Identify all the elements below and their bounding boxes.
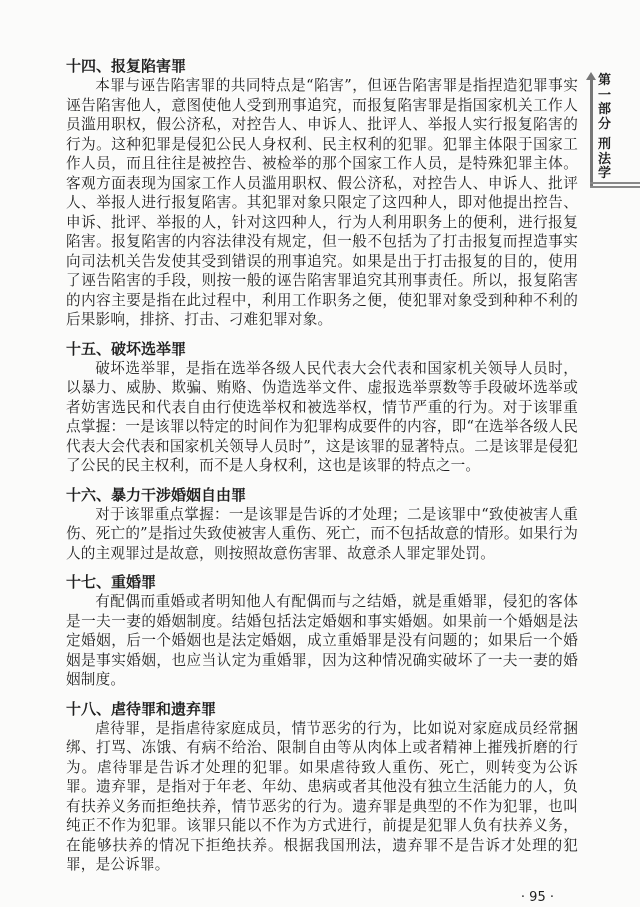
page-content — [66, 56, 578, 907]
section-body: 虐待罪，是指虐待家庭成员，情节恶劣的行为，比如说对家庭成员经常捆绑、打骂、冻饿、有病不给治、限制自由等从肉体上或者精神上摧残折磨的行为。虐待罪是告诉才处理的犯罪。如果虐待致人重伤、死亡，则转变为公诉罪。遗弃罪，是指对于年老、年幼、患病或者其他没有独立生活能力的人，负有扶养义务而拒绝扶养，情节恶劣的行为。遗弃罪是典型的不作为犯罪，也叫纯正不作为犯罪。该罪只能以不作为方式进行，前提是犯罪人负有扶养义务，在能够扶养的情况下拒绝扶养。根据我国刑法，遗弃罪不是告诉才处理的犯罪，是公诉罪。 — [66, 719, 578, 873]
section-bigamy — [66, 572, 578, 690]
section-body: 对于该罪重点掌握：一是该罪是告诉的才处理；二是该罪中“致使被害人重伤、死亡的”是指过失致使被害人重伤、死亡，而不包括故意的情形。如果行为人的主观罪过是故意，则按照故意伤害罪、故意杀人罪定罪处罚。 — [66, 505, 578, 562]
chapter-side-tab — [588, 72, 640, 194]
divider — [590, 182, 640, 184]
section-heading: 十八、虐待罪和遗弃罪 — [66, 699, 217, 718]
section-heading: 十四、报复陷害罪 — [66, 57, 187, 75]
section-body: 有配偶而重婚或者明知他人有配偶而与之结婚，就是重婚罪，侵犯的客体是一夫一妻的婚姻制度。结婚包括法定婚姻和事实婚姻。如果前一个婚姻是法定婚姻，后一个婚姻也是法定婚姻，成立重婚罪是没有问题的；如果后一个婚姻是事实婚姻，也应当认定为重婚罪，因为这种情况确实破坏了一夫一妻的婚姻制度。 — [66, 593, 578, 688]
section-body: 本罪与诬告陷害罪的共同特点是“陷害”，但诬告陷害罪是指捏造犯罪事实诬告陷害他人，意图使他人受到刑事追究，而报复陷害罪是指国家机关工作人员滥用职权，假公济私，对控告人、申诉人、批评人、举报人实行报复陷害的行为。这种犯罪是侵犯公民人身权利、民主权利的犯罪。犯罪主体限于国家工作人员，而且往往是被控告、被检举的那个国家工作人员，是特殊犯罪主体。客观方面表现为国家工作人员滥用职权、假公济私，对控告人、申诉人、批评人、举报人进行报复陷害。其犯罪对象只限定了这四种人，即对他提出控告、申诉、批评、举报的人，针对这四种人，行为人利用职务上的便利，进行报复陷害。报复陷害的内容法律没有规定，但一般不包括为了打击报复而捏造事实向司法机关告发使其受到错误的刑事追究。如果是出于打击报复的目的，使用了诬告陷害的手段，则按一般的诬告陷害罪追究其刑事责任。所以，报复陷害的内容主要是指在此过程中，利用工作职务之便，使犯罪对象受到种种不利的后果影响，排挤、打击、刁难犯罪对象。 — [66, 77, 578, 328]
side-rule — [590, 78, 593, 188]
section-abuse-abandonment — [66, 699, 578, 875]
part-label: 第一部分 — [598, 73, 612, 132]
section-retaliation — [66, 56, 578, 330]
section-body: 破坏选举罪，是指在选举各级人民代表大会代表和国家机关领导人员时，以暴力、威胁、欺骗、贿赂、伪造选举文件、虚报选举票数等手段破坏选举或者妨害选民和代表自由行使选举权和被选举权，情节严重的行为。对于该罪重点掌握：一是该罪以特定的时间作为犯罪构成要件的内容，即“在选举各级人民代表大会代表和国家机关领导人员时”，这是该罪的显著特点。二是该罪是侵犯了公民的民主权利，而不是人身权利，这也是该罪的特点之一。 — [66, 359, 578, 474]
section-heading: 十六、暴力干涉婚姻自由罪 — [66, 485, 247, 504]
section-marriage-freedom — [66, 485, 578, 564]
section-heading: 十五、破坏选举罪 — [66, 339, 187, 358]
page-number: · 95 · — [520, 889, 554, 905]
section-heading: 十七、重婚罪 — [66, 573, 157, 591]
subject-label: 刑法学 — [598, 137, 612, 181]
divider — [590, 186, 640, 188]
side-tab-labels — [598, 74, 618, 182]
section-election — [66, 339, 578, 476]
